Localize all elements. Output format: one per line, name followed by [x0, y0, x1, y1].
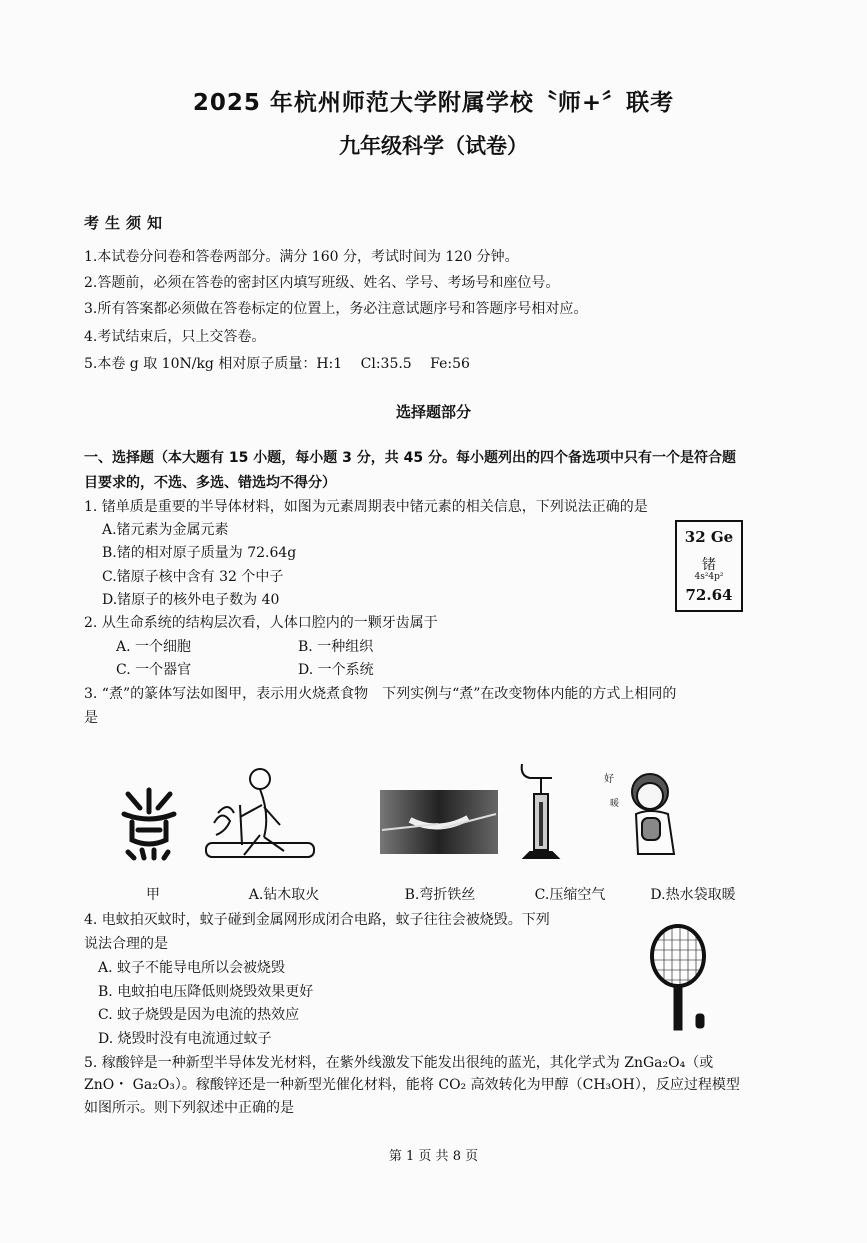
q2-stem: 2. 从生命系统的结构层次看，人体口腔内的一颗牙齿属于 — [84, 615, 438, 631]
q4-stem-line2: 说法合理的是 — [84, 936, 168, 952]
q1-stem: 1. 锗单质是重要的半导体材料，如图为元素周期表中锗元素的相关信息，下列说法正确的是 — [84, 499, 648, 515]
q3-caption-d: D.热水袋取暖 — [650, 887, 736, 903]
q3-caption-b: B.弯折铁丝 — [404, 887, 476, 903]
notice-item: 5.本卷 g 取 10N/kg 相对原子质量：H:1 Cl:35.5 Fe:56 — [84, 356, 470, 372]
svg-text:好: 好 — [604, 774, 614, 785]
element-name: 锗 — [702, 557, 716, 573]
element-mass: 72.64 — [685, 586, 733, 604]
q4-stem-line1: 4. 电蚊拍灭蚊时，蚊子碰到金属网形成闭合电路，蚊子往往会被烧毁。下列 — [84, 912, 550, 928]
exam-subtitle: 九年级科学（试卷） — [339, 134, 528, 158]
q2-option-c: C. 一个器官 — [116, 662, 192, 678]
part-instructions-line2: 目要求的，不选、多选、错选均不得分） — [84, 475, 336, 491]
q3-stem-line2: 是 — [84, 710, 98, 726]
exam-title: 2025 年杭州师范大学附属学校〝师+〞联考 — [192, 90, 675, 116]
q2-option-b: B. 一种组织 — [298, 639, 374, 655]
q3-caption-jia: 甲 — [146, 887, 160, 903]
q2-option-a: A. 一个细胞 — [116, 639, 192, 655]
seal-script-zhu-image — [118, 786, 180, 862]
q4-option-a: A. 蚊子不能导电所以会被烧毁 — [98, 960, 286, 976]
q1-option-a: A.锗元素为金属元素 — [102, 522, 229, 538]
drilling-wood-fire-image — [200, 765, 318, 869]
q2-option-d: D. 一个系统 — [298, 662, 374, 678]
germanium-element-card — [675, 520, 743, 612]
element-electron-config: 4s²4p² — [694, 572, 724, 582]
notice-item: 2.答题前，必须在答卷的密封区内填写班级、姓名、学号、考场号和座位号。 — [84, 275, 560, 291]
element-number-symbol: 32 Ge — [684, 528, 734, 546]
q4-option-d: D. 烧毁时没有电流通过蚊子 — [98, 1031, 272, 1047]
q4-option-c: C. 蚊子烧毁是因为电流的热效应 — [98, 1007, 300, 1023]
bending-wire-image — [380, 790, 498, 854]
mosquito-swatter-image — [648, 922, 712, 1040]
part-instructions-line1: 一、选择题（本大题有 15 小题，每小题 3 分，共 45 分。每小题列出的四个备选项中只有一个是符合题 — [84, 450, 736, 466]
notice-item: 3.所有答案都必须做在答卷标定的位置上，务必注意试题序号和答题序号相对应。 — [84, 301, 588, 317]
compressing-air-syringe-image — [516, 760, 566, 868]
q1-option-c: C.锗原子核中含有 32 个中子 — [102, 569, 284, 585]
page-footer: 第 1 页 共 8 页 — [388, 1149, 479, 1164]
notice-item: 1.本试卷分问卷和答卷两部分。满分 160 分，考试时间为 120 分钟。 — [84, 249, 519, 265]
q5-line1: 5. 稼酸锌是一种新型半导体发光材料，在紫外线激发下能发出很纯的蓝光，其化学式为 ZnGa₂O₄（或 — [84, 1055, 714, 1071]
notice-item: 4.考试结束后，只上交答卷。 — [84, 329, 266, 345]
q5-line3: 如图所示。则下列叙述中正确的是 — [84, 1100, 294, 1116]
q1-option-d: D.锗原子的核外电子数为 40 — [102, 592, 280, 608]
hot-water-bag-image — [598, 762, 694, 864]
q3-stem-line1: 3. “煮”的篆体写法如图甲，表示用火烧煮食物 下列实例与“煮”在改变物体内能的方式上相同的 — [84, 686, 677, 702]
q1-option-b: B.锗的相对原子质量为 72.64g — [102, 545, 297, 561]
q3-caption-a: A.钻木取火 — [248, 887, 320, 903]
q5-line2: ZnO・ Ga₂O₃）。稼酸锌还是一种新型光催化材料，能将 CO₂ 高效转化为甲醇（CH₃OH），反应过程模型 — [84, 1077, 740, 1093]
section-title: 选择题部分 — [395, 403, 471, 421]
q3-caption-c: C.压缩空气 — [534, 887, 606, 903]
notice-heading: 考生须知 — [84, 214, 169, 232]
q4-option-b: B. 电蚊拍电压降低则烧毁效果更好 — [98, 984, 314, 1000]
svg-text:暖: 暖 — [610, 799, 620, 809]
